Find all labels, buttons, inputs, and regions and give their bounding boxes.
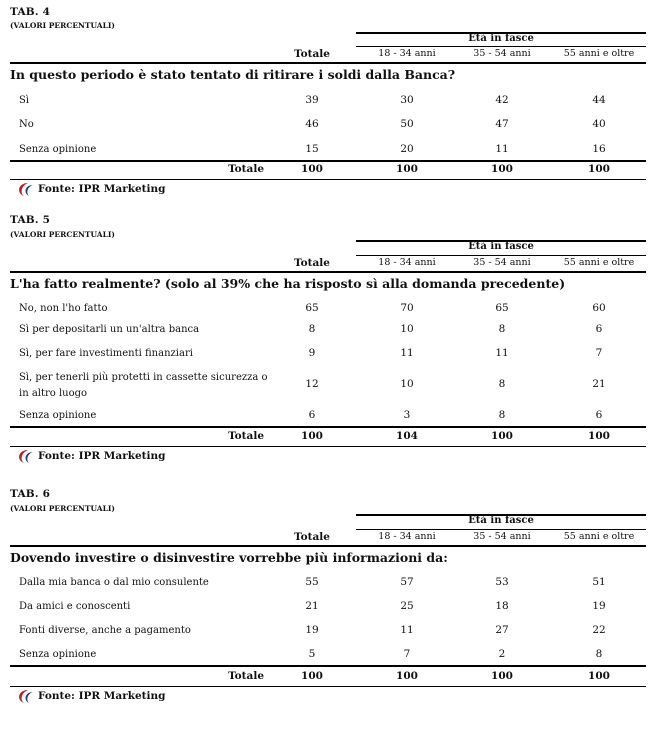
cell-age2: 8 xyxy=(498,323,506,335)
cell-age3: 7 xyxy=(595,347,603,359)
col-header-age3: 55 anni e oltre xyxy=(563,48,635,59)
source-note xyxy=(14,688,166,704)
table-number: TAB. 5 xyxy=(10,214,51,226)
row-label: Fonti diverse, anche a pagamento xyxy=(19,625,191,636)
cell-age1: 11 xyxy=(400,624,414,636)
total-age2: 100 xyxy=(491,430,513,442)
row-label: Da amici e conoscenti xyxy=(19,601,131,612)
total-age3: 100 xyxy=(588,430,610,442)
cell-age2: 65 xyxy=(495,302,509,314)
cell-age1: 7 xyxy=(403,648,411,660)
cell-age1: 57 xyxy=(400,576,414,588)
col-header-age2: 35 - 54 anni xyxy=(473,531,531,542)
cell-totale: 39 xyxy=(305,94,319,106)
cell-age2: 27 xyxy=(495,624,509,636)
col-header-age1: 18 - 34 anni xyxy=(378,531,436,542)
cell-age1: 11 xyxy=(400,347,414,359)
total-age1: 100 xyxy=(396,163,418,175)
cell-totale: 21 xyxy=(305,600,319,612)
header-rule xyxy=(10,271,646,273)
cell-age2: 53 xyxy=(495,576,509,588)
col-header-totale: Totale xyxy=(294,531,330,543)
table-number: TAB. 4 xyxy=(10,6,51,18)
col-header-age1: 18 - 34 anni xyxy=(378,48,436,59)
row-label: No, non l'ho fatto xyxy=(19,303,108,314)
cell-age3: 8 xyxy=(595,648,603,660)
question-text: L'ha fatto realmente? (solo al 39% che ha risposto sì alla domanda precedente) xyxy=(10,276,566,291)
cell-age3: 44 xyxy=(592,94,606,106)
col-header-age1: 18 - 34 anni xyxy=(378,257,436,268)
col-header-age3: 55 anni e oltre xyxy=(563,257,635,268)
row-label: Senza opinione xyxy=(19,410,97,421)
age-group-header: Età in fasce xyxy=(468,33,534,44)
total-rule xyxy=(10,665,646,667)
table-6 xyxy=(0,484,666,738)
cell-age2: 8 xyxy=(498,409,506,421)
total-totale: 100 xyxy=(301,670,323,682)
source-note xyxy=(14,181,166,197)
row-label: Sì, per tenerli più protetti in cassette sicurezza o xyxy=(19,372,268,383)
group-rule xyxy=(356,529,646,530)
cell-age3: 60 xyxy=(592,302,606,314)
cell-totale: 55 xyxy=(305,576,319,588)
bottom-rule xyxy=(10,179,646,180)
age-group-header: Età in fasce xyxy=(468,515,534,526)
source-text: Fonte: IPR Marketing xyxy=(38,183,166,195)
col-header-age2: 35 - 54 anni xyxy=(473,48,531,59)
col-header-totale: Totale xyxy=(294,48,330,60)
table-subtitle: (VALORI PERCENTUALI) xyxy=(10,504,115,513)
cell-age2: 42 xyxy=(495,94,509,106)
total-age2: 100 xyxy=(491,163,513,175)
total-age1: 100 xyxy=(396,670,418,682)
cell-totale: 46 xyxy=(305,118,319,130)
cell-age1: 3 xyxy=(403,409,411,421)
col-header-totale: Totale xyxy=(294,257,330,269)
col-header-age2: 35 - 54 anni xyxy=(473,257,531,268)
total-age3: 100 xyxy=(588,670,610,682)
cell-totale: 19 xyxy=(305,624,319,636)
table-5 xyxy=(0,210,666,470)
source-text: Fonte: IPR Marketing xyxy=(38,450,166,462)
cell-totale: 5 xyxy=(308,648,316,660)
col-header-age3: 55 anni e oltre xyxy=(563,531,635,542)
total-totale: 100 xyxy=(301,430,323,442)
row-label: Sì per depositarli un un'altra banca xyxy=(19,324,200,335)
cell-age1: 25 xyxy=(400,600,414,612)
header-rule xyxy=(10,545,646,547)
row-label: Sì, per fare investimenti finanziari xyxy=(19,348,193,359)
table-4 xyxy=(0,0,666,200)
total-label: Totale xyxy=(228,163,264,175)
cell-age2: 8 xyxy=(498,378,506,390)
ipr-logo-icon xyxy=(14,181,34,197)
ipr-logo-icon xyxy=(14,688,34,704)
bottom-rule xyxy=(10,686,646,687)
cell-age3: 6 xyxy=(595,323,603,335)
cell-age2: 11 xyxy=(495,347,509,359)
cell-age1: 10 xyxy=(400,378,414,390)
cell-age2: 11 xyxy=(495,143,509,155)
cell-age2: 47 xyxy=(495,118,509,130)
cell-totale: 6 xyxy=(308,409,316,421)
total-label: Totale xyxy=(228,430,264,442)
ipr-logo-icon xyxy=(14,448,34,464)
cell-age2: 2 xyxy=(498,648,506,660)
row-label: No xyxy=(19,119,34,130)
cell-age2: 18 xyxy=(495,600,509,612)
cell-age3: 40 xyxy=(592,118,606,130)
cell-age1: 30 xyxy=(400,94,414,106)
question-text: Dovendo investire o disinvestire vorrebbe più informazioni da: xyxy=(10,550,448,565)
table-number: TAB. 6 xyxy=(10,488,51,500)
total-totale: 100 xyxy=(301,163,323,175)
row-label: Dalla mia banca o dal mio consulente xyxy=(19,577,209,588)
table-subtitle: (VALORI PERCENTUALI) xyxy=(10,21,115,30)
cell-age3: 19 xyxy=(592,600,606,612)
bottom-rule xyxy=(10,446,646,447)
row-label: Senza opinione xyxy=(19,144,97,155)
cell-age1: 50 xyxy=(400,118,414,130)
source-note xyxy=(14,448,166,464)
row-label-continuation: in altro luogo xyxy=(19,388,88,399)
source-text: Fonte: IPR Marketing xyxy=(38,690,166,702)
cell-age3: 22 xyxy=(592,624,606,636)
cell-age1: 20 xyxy=(400,143,414,155)
cell-totale: 9 xyxy=(308,347,316,359)
cell-totale: 8 xyxy=(308,323,316,335)
age-group-header: Età in fasce xyxy=(468,241,534,252)
row-label: Senza opinione xyxy=(19,649,97,660)
cell-totale: 65 xyxy=(305,302,319,314)
cell-age3: 6 xyxy=(595,409,603,421)
cell-age3: 16 xyxy=(592,143,606,155)
total-rule xyxy=(10,160,646,162)
row-label: Sì xyxy=(19,95,30,106)
cell-age3: 21 xyxy=(592,378,606,390)
group-rule xyxy=(356,255,646,256)
total-label: Totale xyxy=(228,670,264,682)
question-text: In questo periodo è stato tentato di ritirare i soldi dalla Banca? xyxy=(10,67,456,82)
cell-age1: 70 xyxy=(400,302,414,314)
cell-age3: 51 xyxy=(592,576,606,588)
group-rule xyxy=(356,46,646,47)
table-subtitle: (VALORI PERCENTUALI) xyxy=(10,230,115,239)
cell-totale: 12 xyxy=(305,378,319,390)
total-rule xyxy=(10,426,646,428)
cell-totale: 15 xyxy=(305,143,319,155)
total-age1: 104 xyxy=(396,430,418,442)
total-age3: 100 xyxy=(588,163,610,175)
header-rule xyxy=(10,62,646,64)
cell-age1: 10 xyxy=(400,323,414,335)
total-age2: 100 xyxy=(491,670,513,682)
